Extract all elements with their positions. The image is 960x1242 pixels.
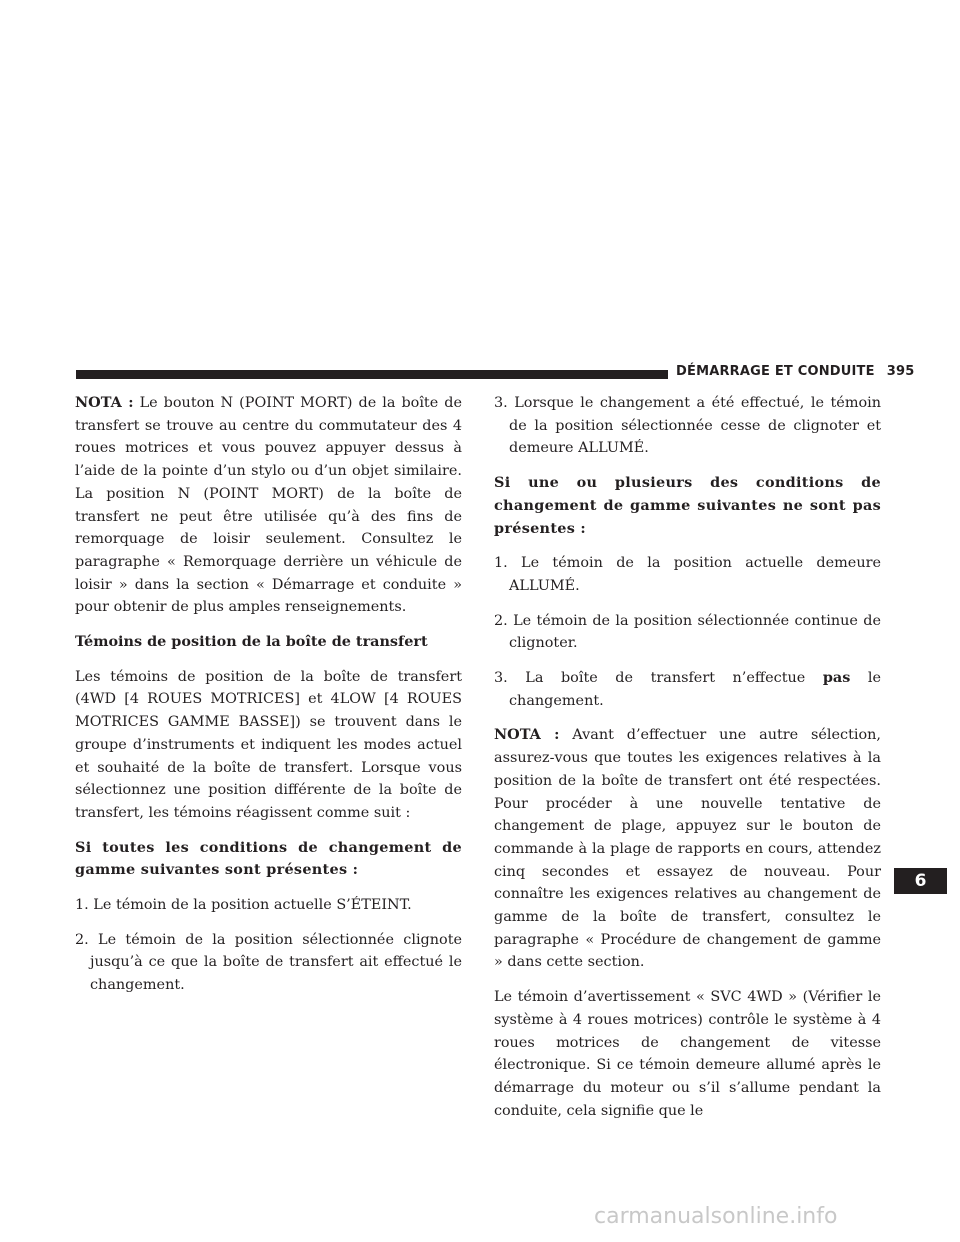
note-paragraph <box>494 724 881 974</box>
page-number: 395 <box>886 364 915 379</box>
note-paragraph <box>75 392 462 619</box>
watermark: carmanualsonline.info <box>594 1204 838 1229</box>
note-label: NOTA : <box>494 726 560 744</box>
body-paragraph: Le témoin d’avertissement « SVC 4WD » (Vérifier le système à 4 roues motrices) contrôle le système à 4 roues motrices de changement de vitesse électronique. Si ce témoin demeure allumé après le démarrage du moteur ou s’il s’allume pendant la conduite, cela signifie que le <box>494 989 881 1119</box>
list-item: 3. Lorsque le changement a été effectué, le témoin de la position sélectionnée cesse de clignoter et demeure ALLUMÉ. <box>494 395 881 457</box>
header-rule <box>76 370 668 379</box>
subheading: Si une ou plusieurs des conditions de changement de gamme suivantes ne sont pas présentes : <box>494 474 881 537</box>
body-paragraph: Les témoins de position de la boîte de transfert (4WD [4 ROUES MOTRICES] et 4LOW [4 ROUES MOTRICES GAMME BASSE]) se trouvent dans le groupe d’instruments et indiquent les modes actuel et souhaité de la boîte de transfert. Lorsque vous sélectionnez une position différente de la boîte de transfert, les témoins réagissent comme suit : <box>75 668 462 821</box>
list-item-text: 3. La boîte de transfert n’effectue <box>494 670 806 687</box>
section-title: DÉMARRAGE ET CONDUITE <box>676 364 875 379</box>
chapter-tab: 6 <box>894 868 947 894</box>
note-text: Avant d’effectuer une autre sélection, assurez-vous que toutes les exigences relatives à la position de la boîte de transfert ont été respectées. Pour procéder à une nouvelle tentative de changement de plage, appuyez sur le bouton de commande à la plage de rapports en cours, attendez cinq secondes et essayez de nouveau. Pour connaître les exigences relatives au changement de gamme de la boîte de transfert, consultez le paragraphe « Procédure de changement de gamme » dans cette section. <box>494 727 881 971</box>
right-column <box>494 392 881 1134</box>
list-item: 1. Le témoin de la position actuelle demeure ALLUMÉ. <box>494 555 881 594</box>
subheading: Si toutes les conditions de changement de gamme suivantes sont présentes : <box>75 838 462 879</box>
list-item: 1. Le témoin de la position actuelle S’ÉTEINT. <box>75 897 412 914</box>
emphasis: pas <box>822 669 851 687</box>
list-item: 2. Le témoin de la position sélectionnée clignote jusqu’à ce que la boîte de transfert ait effectué le changement. <box>75 931 462 994</box>
list-item: 2. Le témoin de la position sélectionnée continue de clignoter. <box>494 612 881 652</box>
running-header <box>676 364 914 379</box>
note-label: NOTA : <box>75 394 134 411</box>
note-text: Le bouton N (POINT MORT) de la boîte de transfert se trouve au centre du commutateur des 4 roues motrices et vous pouvez appuyer dessus à l’aide de la pointe d’un stylo ou d’un objet similaire. La position N (POINT MORT) de la boîte de transfert ne peut être utilisée qu’à des fins de remorquage de loisir seulement. Consultez le paragraphe « Remorquage derrière un véhicule de loisir » dans la section « Démarrage et conduite » pour obtenir de plus amples renseignements. <box>75 395 462 616</box>
left-column <box>75 392 462 1009</box>
list-item <box>494 667 881 712</box>
list-item-text: le changement. <box>509 670 882 709</box>
section-heading: Témoins de position de la boîte de transfert <box>75 633 428 651</box>
